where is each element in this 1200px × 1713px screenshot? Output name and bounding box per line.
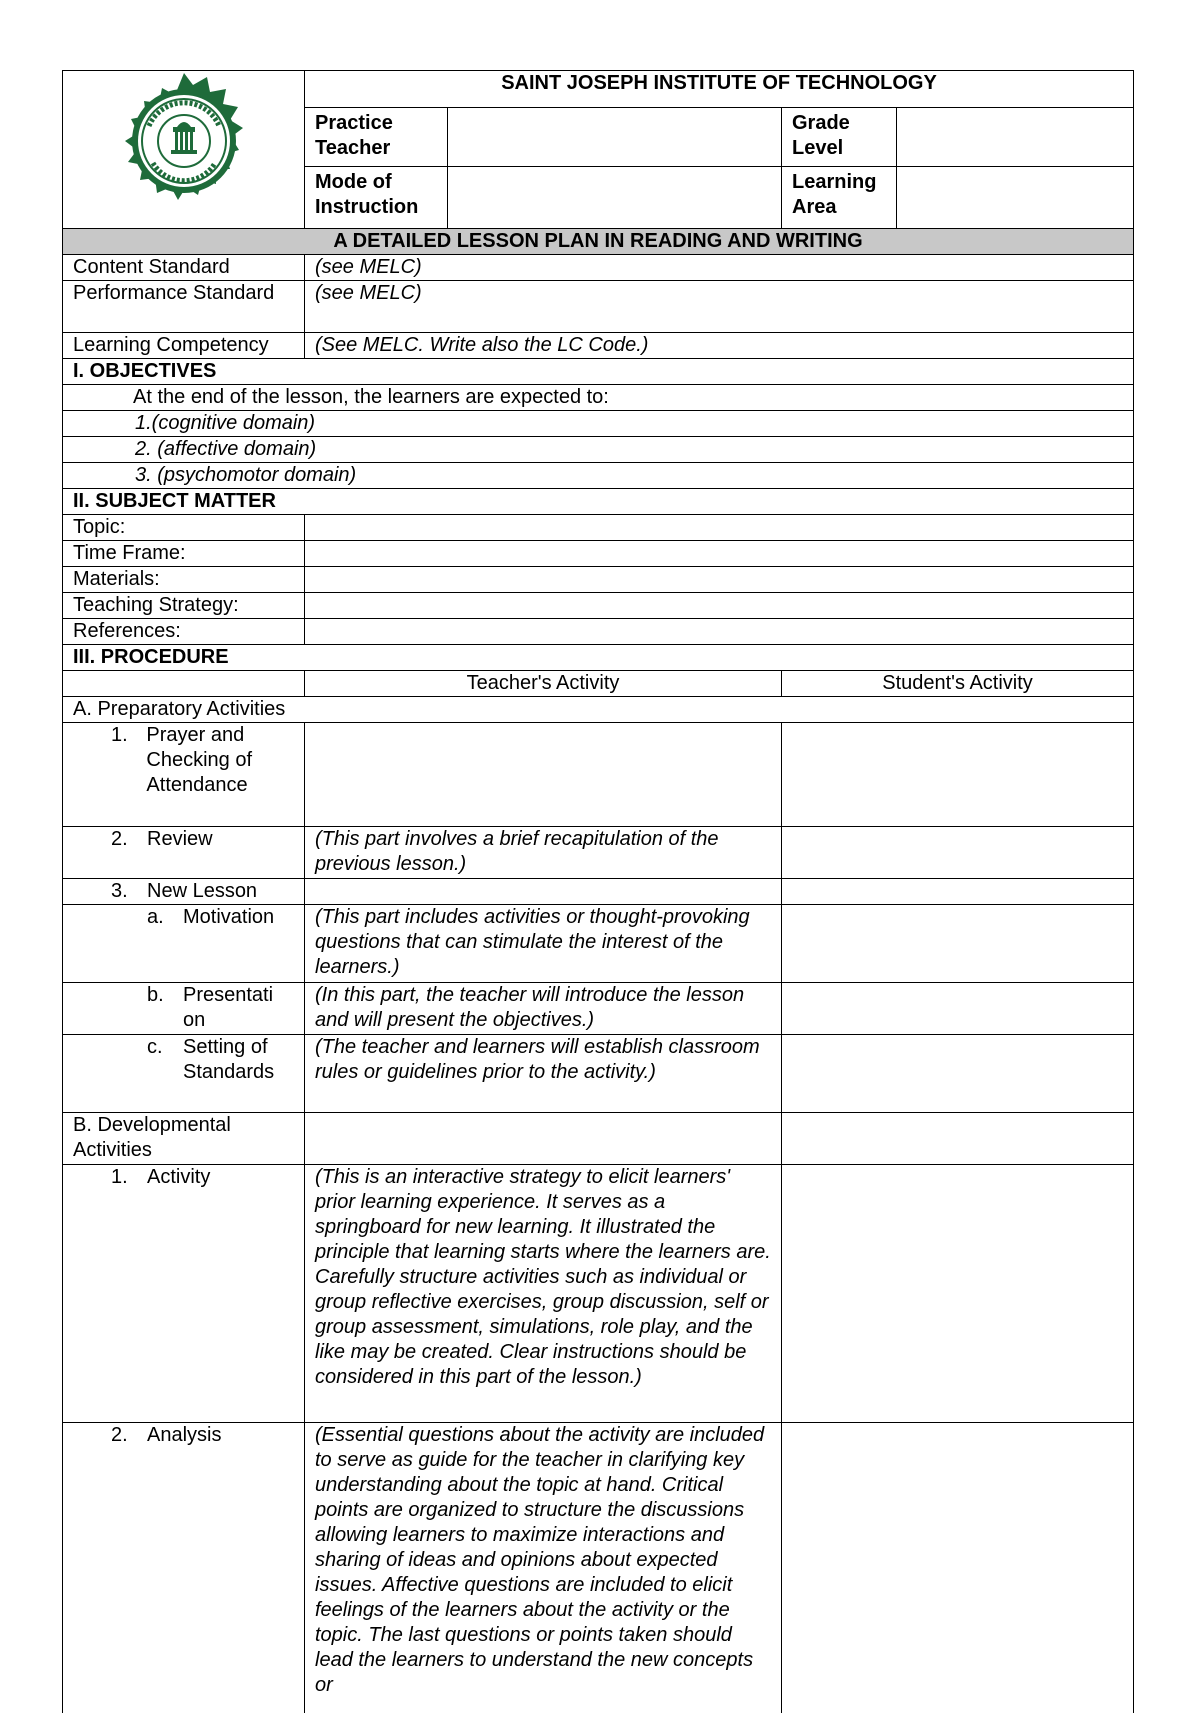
analysis-teacher-cell[interactable]: (Essential questions about the activity are included to serve as guide for the teacher in clarifying key understanding about the topic at hand. Critical points are organized to structure the discussions allowing learners to maximize interactions and sharing of ideas and opinions about expected issues. Affective questions are included to elicit feelings of the learners about the activity or the topic. The last questions or points taken should lead the learners to understand the new concepts or	[305, 1423, 782, 1713]
materials-field[interactable]	[305, 567, 1134, 593]
procedure-column-blank	[63, 671, 305, 697]
grade-level-field[interactable]	[897, 108, 1134, 166]
objective-item: 2. (affective domain)	[63, 437, 1134, 463]
content-standard-value: (see MELC)	[305, 255, 1134, 281]
review-student-cell[interactable]	[782, 827, 1134, 879]
learning-competency-value: (See MELC. Write also the LC Code.)	[305, 333, 1134, 359]
developmental-teacher-cell[interactable]	[305, 1113, 782, 1165]
setting-standards-student-cell[interactable]	[782, 1035, 1134, 1113]
setting-standards-label: c. Setting of Standards	[63, 1035, 305, 1113]
school-seal-icon	[109, 71, 259, 221]
developmental-student-cell[interactable]	[782, 1113, 1134, 1165]
school-name: SAINT JOSEPH INSTITUTE OF TECHNOLOGY	[305, 71, 1134, 108]
presentation-student-cell[interactable]	[782, 983, 1134, 1035]
materials-label: Materials:	[63, 567, 305, 593]
presentation-teacher-cell[interactable]: (In this part, the teacher will introduce the lesson and will present the objectives.)	[305, 983, 782, 1035]
activity-label: 1. Activity	[63, 1165, 305, 1423]
time-frame-label: Time Frame:	[63, 541, 305, 567]
activity-student-cell[interactable]	[782, 1165, 1134, 1423]
mode-of-instruction-field[interactable]	[448, 166, 782, 228]
new-lesson-label: 3. New Lesson	[63, 879, 305, 905]
analysis-label: 2. Analysis	[63, 1423, 305, 1713]
prayer-teacher-cell[interactable]	[305, 723, 782, 827]
teaching-strategy-field[interactable]	[305, 593, 1134, 619]
lesson-plan-banner: A DETAILED LESSON PLAN IN READING AND WRITING	[63, 229, 1134, 255]
lesson-plan-table	[62, 70, 1134, 1713]
new-lesson-teacher-cell[interactable]	[305, 879, 782, 905]
motivation-label: a. Motivation	[63, 905, 305, 983]
review-teacher-cell[interactable]: (This part involves a brief recapitulation of the previous lesson.)	[305, 827, 782, 879]
learning-area-field[interactable]	[897, 166, 1134, 228]
procedure-heading: III. PROCEDURE	[63, 645, 1134, 671]
activity-teacher-cell[interactable]: (This is an interactive strategy to elicit learners' prior learning experience. It serves as a springboard for new learning. It illustrated the principle that learning starts where the learners are. Carefully structure activities such as individual or group reflective exercises, group discussion, self or group assessment, simulations, role play, and the like may be created. Clear instructions should be considered in this part of the lesson.)	[305, 1165, 782, 1423]
analysis-student-cell[interactable]	[782, 1423, 1134, 1713]
preparatory-activities-heading: A. Preparatory Activities	[63, 697, 1134, 723]
motivation-student-cell[interactable]	[782, 905, 1134, 983]
learning-area-label: Learning Area	[782, 166, 897, 228]
teacher-activity-header: Teacher's Activity	[305, 671, 782, 697]
student-activity-header: Student's Activity	[782, 671, 1134, 697]
prayer-student-cell[interactable]	[782, 723, 1134, 827]
content-standard-label: Content Standard	[63, 255, 305, 281]
review-label: 2. Review	[63, 827, 305, 879]
performance-standard-label: Performance Standard	[63, 281, 305, 333]
teaching-strategy-label: Teaching Strategy:	[63, 593, 305, 619]
topic-label: Topic:	[63, 515, 305, 541]
practice-teacher-field[interactable]	[448, 108, 782, 166]
mode-of-instruction-label: Mode of Instruction	[305, 166, 448, 228]
lesson-plan-page	[62, 70, 1133, 1713]
references-field[interactable]	[305, 619, 1134, 645]
motivation-teacher-cell[interactable]: (This part includes activities or thought-provoking questions that can stimulate the interest of the learners.)	[305, 905, 782, 983]
time-frame-field[interactable]	[305, 541, 1134, 567]
references-label: References:	[63, 619, 305, 645]
learning-competency-label: Learning Competency	[63, 333, 305, 359]
prayer-attendance-label: 1. Prayer and Checking of Attendance	[63, 723, 305, 827]
objectives-heading: I. OBJECTIVES	[63, 359, 1134, 385]
new-lesson-student-cell[interactable]	[782, 879, 1134, 905]
subject-matter-heading: II. SUBJECT MATTER	[63, 489, 1134, 515]
presentation-label: b. Presentation	[63, 983, 305, 1035]
grade-level-label: Grade Level	[782, 108, 897, 166]
practice-teacher-label: Practice Teacher	[305, 108, 448, 166]
setting-standards-teacher-cell[interactable]: (The teacher and learners will establish classroom rules or guidelines prior to the activity.)	[305, 1035, 782, 1113]
objective-item: 3. (psychomotor domain)	[63, 463, 1134, 489]
school-logo	[63, 71, 305, 229]
objective-item: 1.(cognitive domain)	[63, 411, 1134, 437]
performance-standard-value: (see MELC)	[305, 281, 1134, 333]
topic-field[interactable]	[305, 515, 1134, 541]
developmental-activities-heading: B. Developmental Activities	[63, 1113, 305, 1165]
objectives-intro: At the end of the lesson, the learners are expected to:	[63, 385, 1134, 411]
